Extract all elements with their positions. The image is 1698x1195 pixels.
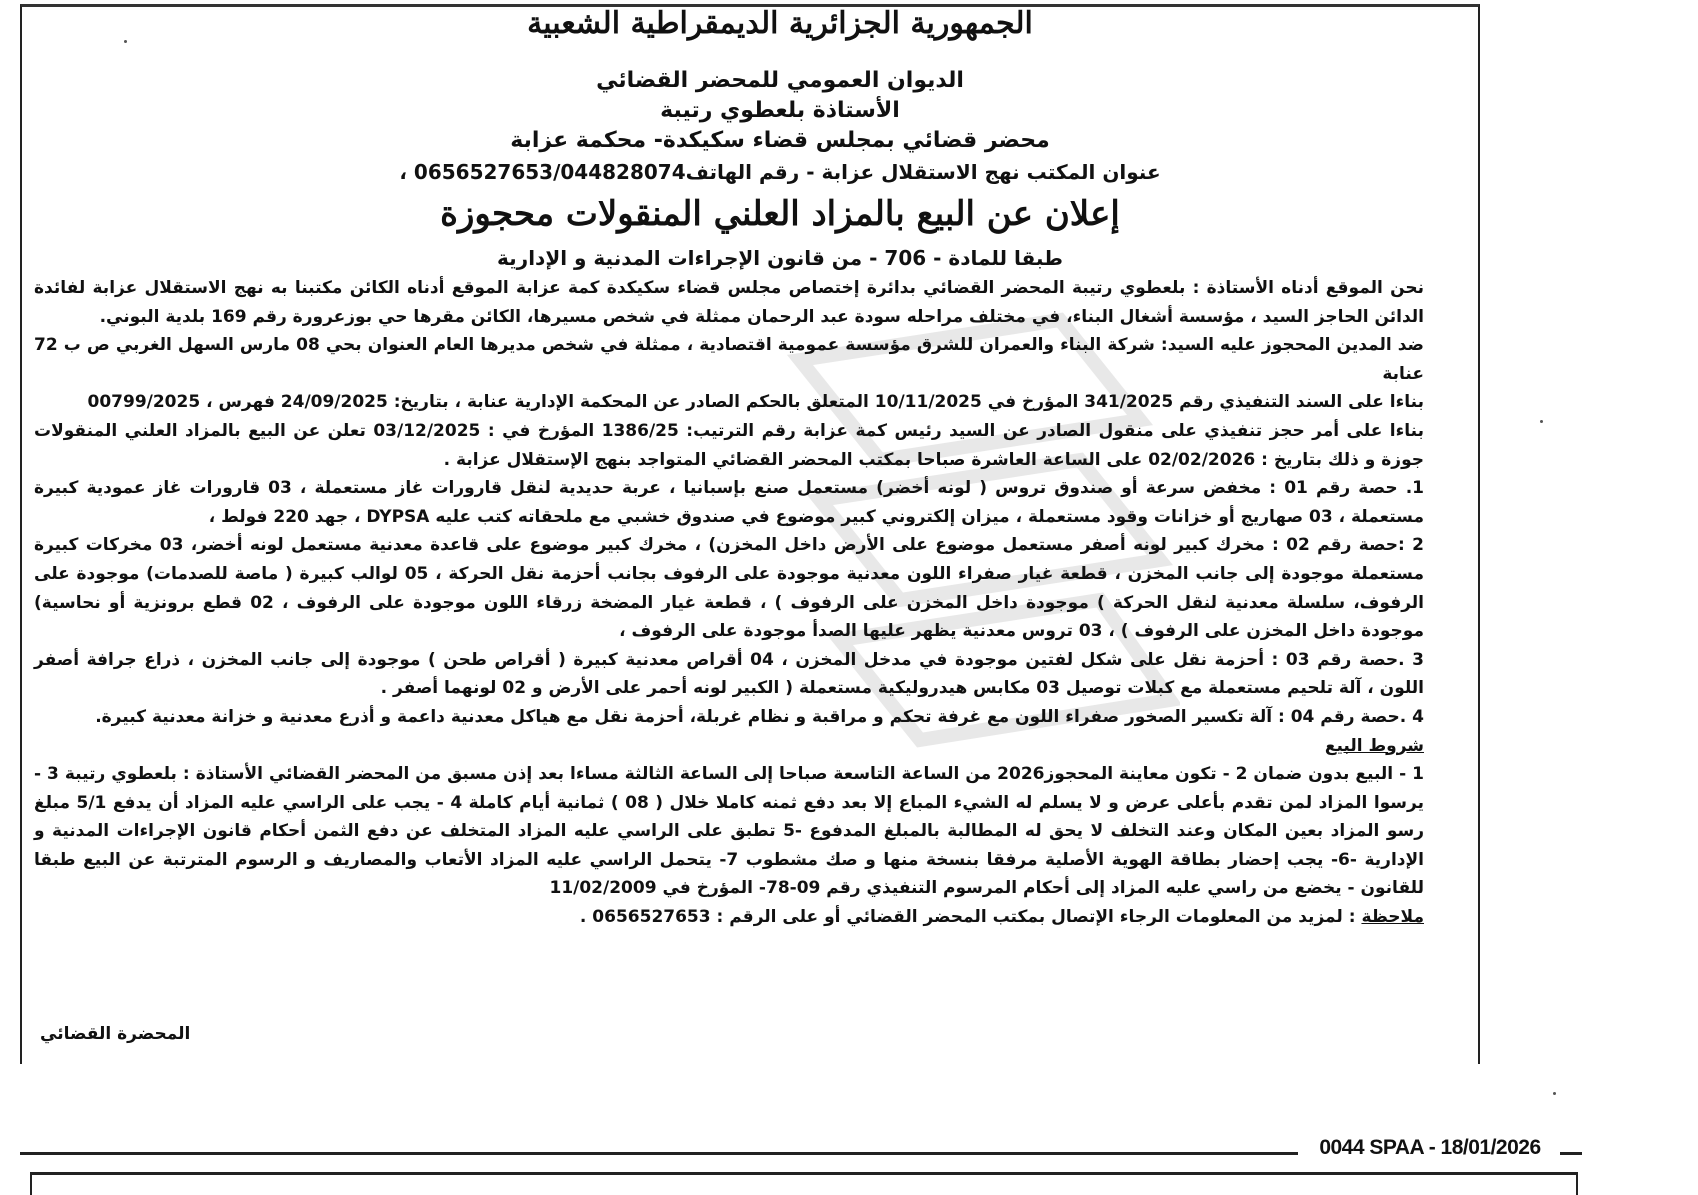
signature: المحضرة القضائي [40,1024,191,1044]
lot-3: 3 .حصة رقم 03 : أحزمة نقل على شكل لفتين موجودة في مدخل المخزن ، 04 أقراص معدنية كبيرة ( أقراص طحن ) موجودة إلى جانب المخزن ، ذراع جرافة أصفر اللون ، آلة تلحيم مستعملة مع كبلات توصيل 03 مكابس هيدروليكية مستعملة ( الكبير لونه أحمر على الأرض و 02 لونهما أصفر . [34,649,1424,699]
republic-heading: الجمهورية الجزائرية الديمقراطية الشعبية [527,6,1033,41]
note-paragraph [34,903,1424,932]
order-paragraph: بناءا على أمر حجز تنفيذي على منقول الصادر عن السيد رئيس كمة عزابة رقم الترتيب: 1386/25 المؤرخ في : 03/12/2025 تعلن عن البيع بالمزاد العلني المنقولات جوزة و ذلك بتاريخ : 02/02/2026 على الساعة العاشرة صباحا بمكتب المحضر القضائي المتواجد بنهج الإستقلال عزابة . [34,420,1424,470]
announcement-body [34,274,1424,932]
intro-paragraph: نحن الموقع أدناه الأستاذة : بلعطوي رتيبة المحضر القضائي بدائرة إختصاص مجلس قضاء سكيكدة كمة عزابة الموقع أدناه الكائن مكتبنا به نهج الاستقلال عزابة لفائدة الدائن الحاجز السيد ، مؤسسة أشغال البناء، في مختلف مراحله سودة عبد الرحمان ممثلة في شخص مسيرها، الكائن مقرها حي بوزعرورة رقم 169 بلدية البوني. [34,278,1424,327]
announcement-title: إعلان عن البيع بالمزاد العلني المنقولات محجوزة [440,194,1120,234]
legal-basis: طبقا للمادة - 706 - من قانون الإجراءات المدنية و الإدارية [497,246,1063,270]
writ-paragraph: بناءا على السند التنفيذي رقم 341/2025 المؤرخ في 10/11/2025 المتعلق بالحكم الصادر عن المحكمة الإدارية عنابة ، بتاريخ: 24/09/2025 فهرس ، 00799/2025 [87,392,1424,413]
office-heading: الديوان العمومي للمحضر القضائي [596,68,964,93]
conditions-title: شروط البيع [1324,735,1424,756]
bottom-rule-end [1560,1152,1582,1155]
lot-1: 1. حصة رقم 01 : مخفض سرعة أو صندوق تروس ( لونه أخضر) مستعمل صنع بإسبانيا ، عربة حديدية لنقل قارورات غاز مستعملة ، 03 قارورات غاز عمودية كبيرة مستعملة ، 03 صهاريج أو خزانات وقود مستعملة ، ميزان إلكتروني كبير موضوع في صندوق خشبي مع ملحقاته كتب عليه DYPSA ، جهد 220 فولط ، [34,478,1425,527]
scan-speck [124,40,127,43]
jurisdiction-line: محضر قضائي بمجلس قضاء سكيكدة- محكمة عزابة [510,128,1050,153]
next-announcement-frame [30,1172,1578,1195]
note-label: ملاحظة [1361,907,1424,928]
reference-code: 0044 SPAA - 18/01/2026 [1319,1136,1541,1159]
office-address: عنوان المكتب نهج الاستقلال عزابة - رقم الهاتف0656527653/044828074 ، [399,160,1161,184]
note-text: : لمزيد من المعلومات الرجاء الإتصال بمكتب المحضر القضائي أو على الرقم : 0656527653 . [579,907,1362,928]
scan-speck [1553,1092,1556,1095]
scan-speck [1540,420,1543,423]
bailiff-name: الأستاذة بلعطوي رتيبة [660,98,900,123]
lot-2: 2 :حصة رقم 02 : مخرك كبير لونه أصفر مستعمل موضوع على الأرض داخل المخزن) ، مخرك كبير موضوع على قاعدة معدنية مستعمل لونه أخضر، 03 مخركات كبيرة مستعملة موجودة إلى جانب المخزن ، قطعة غيار صفراء اللون معدنية موجودة على الرفوف بجانب أحزمة نقل الحركة ، 05 لوالب كبيرة ( ماصة للصدمات) موجودة على الرفوف، سلسلة معدنية لنقل الحركة ) موجودة داخل المخزن على الرفوف ) ، قطعة غيار المضخة زرقاء اللون موجودة على الرفوف ، 02 قطع برونزية أو نحاسية) موجودة داخل المخزن على الرفوف ) ، 03 تروس معدنية يظهر عليها الصدأ موجودة على الرفوف ، [34,535,1425,642]
bottom-rule [20,1152,1298,1155]
debtor-paragraph: ضد المدين المحجوز عليه السيد: شركة البناء والعمران للشرق مؤسسة عمومية اقتصادية ، ممثلة في شخص مديرها العام العنوان بحي 08 مارس السهل الغربي ص ب 72 عنابة [34,335,1424,384]
conditions-text: 1 - البيع بدون ضمان 2 - تكون معاينة المحجوز2026 من الساعة التاسعة صباحا إلى الساعة الثالثة مساءا بعد إذن مسبق من المحضر القضائي الأستاذة : بلعطوي رتيبة 3 - يرسوا المزاد لمن تقدم بأعلى عرض و لا يسلم له الشيء المباع إلا بعد دفع ثمنه كاملا خلال ( 08 ) ثمانية أيام كاملة 4 - يجب على الراسي عليه المزاد أن يدفع 5/1 مبلغ رسو المزاد بعين المكان وعند التخلف لا يحق له المطالبة بالمبلغ المدفوع -5 تطبق على الراسي عليه المزاد المتخلف عن دفع الثمن أحكام قانون الإجراءات المدنية و الإدارية -6- يجب إحضار بطاقة الهوية الأصلية مرفقا بنسخة منها و صك مشطوب 7- يتحمل الراسي عليه المزاد الأتعاب والمصاريف و الرسوم المترتبة عن البيع طبقا للقانون - يخضع من راسي عليه المزاد إلى أحكام المرسوم التنفيذي رقم 09-78- المؤرخ في 11/02/2009 [34,764,1424,899]
lot-4: 4 .حصة رقم 04 : آلة تكسير الصخور صفراء اللون مع غرفة تحكم و مراقبة و نظام غربلة، أحزمة نقل مع هياكل معدنية داعمة و أذرع معدنية و خزانة معدنية كبيرة. [95,706,1424,727]
